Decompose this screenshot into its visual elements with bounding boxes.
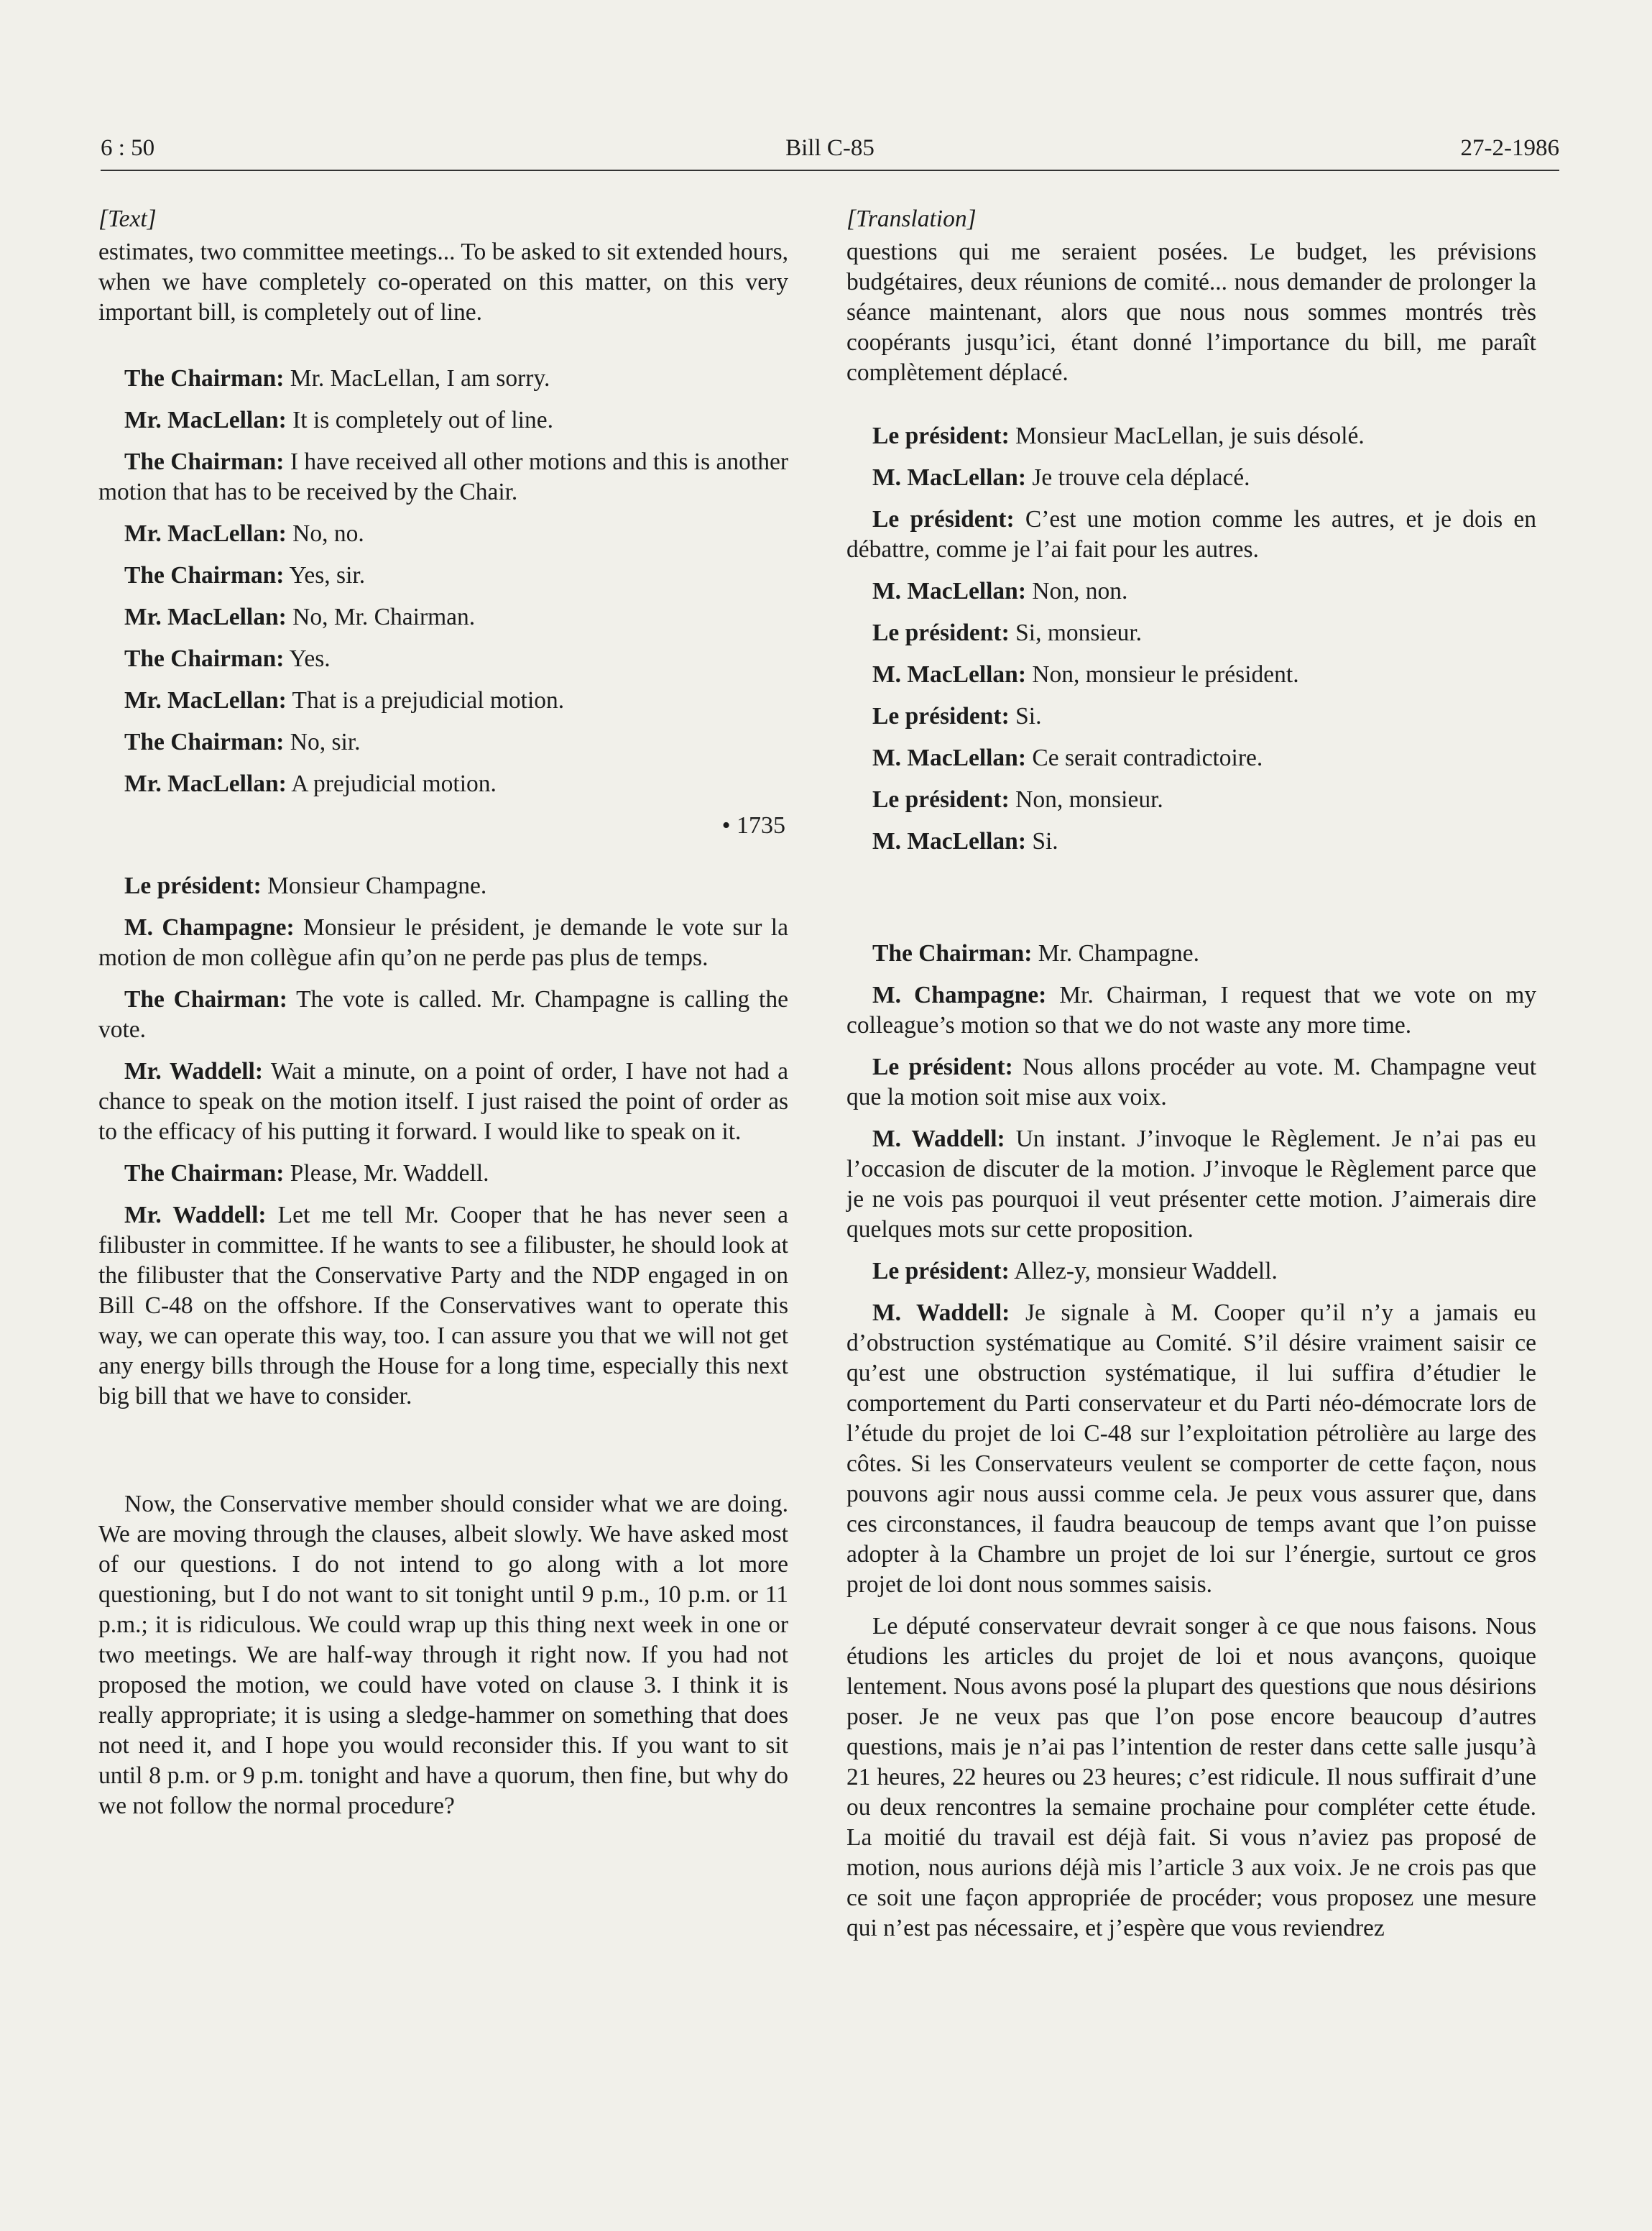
speaker-name: M. Champagne: [124,914,295,941]
speech-text: I have received all other motions and this is another motion that has to be received by the Chair. [98,448,788,505]
speech-paragraph [98,913,788,973]
speech-text: Please, Mr. Waddell. [284,1160,489,1187]
speaker-name: Le président: [872,1054,1013,1080]
page-header [101,129,1559,171]
speaker-name: M. MacLellan: [872,661,1026,688]
speech-paragraph [98,602,788,632]
speech-text: Nous allons procéder au vote. M. Champagne veut que la motion soit mise aux voix. [846,1054,1537,1110]
speech-text: Yes. [284,645,331,672]
speech-text: C’est une motion comme les autres, et je dois en débattre, comme je l’ai fait pour les autres. [846,506,1536,563]
speech-paragraph [98,1159,788,1189]
speaker-name: The Chairman: [124,562,285,589]
speaker-name: The Chairman: [124,448,285,475]
speaker-name: The Chairman: [124,729,285,755]
speech-text: That is a prejudicial motion. [286,687,565,714]
speaker-name: The Chairman: [124,1160,285,1187]
speaker-name: Le président: [872,703,1010,730]
speech-paragraph [98,769,788,799]
speech-paragraph [846,743,1536,773]
closing-paragraph: Le député conservateur devrait songer à ce que nous faisons. Nous étudions les articles du projet de loi et nous avançons, quoique lentement. Nous avons posé la plupart des questions que nous désirions poser. Je ne veux pas que l’on pose encore beaucoup d’autres questions, mais je n’ai pas l’intention de rester dans cette salle jusqu’à 21 heures, 22 heures ou 23 heures; c’est ridicule. Il nous suffirait d’une ou deux rencontres la semaine prochaine pour compléter cette étude. La moitié du travail est déjà fait. Si vous n’aviez pas proposé de motion, nous aurions déjà mis l’article 3 aux voix. Je ne crois pas que ce soit une façon appropriée de procéder; vous proposez une mesure qui n’est pas nécessaire, et j’espère que vous reviendrez [846,1613,1536,1941]
speaker-name: Mr. MacLellan: [124,520,287,547]
speech-text: Wait a minute, on a point of order, I have not had a chance to speak on the motion itself. I just raised the point of order as to the efficacy of his putting it forward. I would like to speak on it. [98,1058,788,1145]
speech-paragraph [846,980,1536,1041]
speech-text: Si. [1025,828,1058,855]
speech-text: Allez-y, monsieur Waddell. [1009,1258,1278,1284]
speech-text: Monsieur MacLellan, je suis désolé. [1009,423,1365,449]
speech-text: The vote is called. Mr. Champagne is calling the vote. [98,986,788,1043]
speech-paragraph [98,1057,788,1147]
speaker-name: M. Champagne: [872,982,1047,1008]
page-reference: 6 : 50 [101,135,155,161]
speech-text: Mr. Champagne. [1032,940,1200,967]
speaker-name: Le président: [872,620,1010,646]
speech-text: Monsieur le président, je demande le vote sur la motion de mon collègue afin qu’on ne perde pas plus de temps. [98,914,788,971]
intro-paragraph: estimates, two committee meetings... To be asked to sit extended hours, when we have completely co-operated on this matter, on this very important bill, is completely out of line. [98,239,788,326]
speech-text: Mr. Chairman, I request that we vote on my colleague’s motion so that we do not waste any more time. [846,982,1536,1039]
speaker-name: M. MacLellan: [872,578,1026,604]
text-tag: [Text] [98,206,157,232]
speech-text: No, no. [286,520,364,547]
speech-paragraph [846,1298,1536,1600]
speech-text: Je signale à M. Cooper qu’il n’y a jamais eu d’obstruction systématique au Comité. S’il désire vraiment saisir ce qu’est une obstruction systématique, il lui suffira d’étudier le comportement du Parti conservateur et du Parti néo-démocrate lors de l’étude du projet de loi C-48 sur l’exploitation pétrolière au large des côtes. Si les Conservateurs veulent se comporter de cette façon, nous pouvons agir nous aussi comme cela. Je peux vous assurer que, dans ces circonstances, il faudra beaucoup de temps avant que l’on puisse adopter à la Chambre un projet de loi sur l’énergie, surtout ce gros projet de loi dont nous sommes saisis. [846,1300,1536,1598]
speech-text: Si, monsieur. [1009,620,1143,646]
speaker-name: Mr. MacLellan: [124,604,287,630]
speech-text: Let me tell Mr. Cooper that he has never seen a filibuster in committee. If he wants to see a filibuster, he should look at the filibuster that the Conservative Party and the NDP engaged in on Bill C-48 on the offshore. If the Conservatives want to operate this way, we can operate this way, too. I can assure you that we will not get any energy bills through the House for a long time, especially this next big bill that we have to consider. [98,1202,788,1409]
speech-paragraph [98,871,788,901]
speaker-name: M. MacLellan: [872,464,1026,491]
english-column [98,204,788,1821]
speech-paragraph [98,1200,788,1412]
speaker-name: Mr. Waddell: [124,1202,267,1228]
speaker-name: Le président: [872,1258,1010,1284]
speech-paragraph [846,463,1536,493]
speech-text: Si. [1009,703,1042,730]
speech-paragraph [846,660,1536,690]
speaker-name: The Chairman: [124,365,285,392]
speech-paragraph [846,1052,1536,1113]
speech-text: Non, monsieur le président. [1025,661,1299,688]
speaker-name: Mr. Waddell: [124,1058,263,1085]
speaker-name: Le président: [124,873,262,899]
speaker-name: Mr. MacLellan: [124,770,287,797]
speech-paragraph [98,364,788,394]
speech-text: Monsieur Champagne. [261,873,487,899]
speech-paragraph [98,644,788,674]
speech-text: Je trouve cela déplacé. [1025,464,1250,491]
speaker-name: The Chairman: [124,986,287,1013]
intro-paragraph: questions qui me seraient posées. Le budget, les prévisions budgétaires, deux réunions de comité... nous demander de prolonger la séance maintenant, alors que nous nous sommes montrés très coopérants jusqu’ici, étant donné l’importance du bill, me paraît complètement déplacé. [846,239,1536,386]
speech-paragraph [98,561,788,591]
speaker-name: The Chairman: [124,645,285,672]
speech-paragraph [98,727,788,758]
speaker-name: Le président: [872,506,1015,533]
speaker-name: The Chairman: [872,940,1033,967]
speech-paragraph [98,447,788,507]
speech-paragraph [846,702,1536,732]
bill-title: Bill C-85 [785,135,875,161]
speaker-name: Mr. MacLellan: [124,687,287,714]
speech-text: Non, monsieur. [1009,786,1163,813]
speaker-name: Le président: [872,423,1010,449]
speech-text: No, Mr. Chairman. [286,604,476,630]
speech-paragraph [846,939,1536,969]
speech-text: No, sir. [284,729,361,755]
speech-paragraph [846,421,1536,451]
speech-paragraph [98,405,788,436]
speaker-name: M. MacLellan: [872,828,1026,855]
speech-text: Mr. MacLellan, I am sorry. [284,365,550,392]
speech-text: Un instant. J’invoque le Règlement. Je n’ai pas eu l’occasion de discuter de la motion. J’invoque le Règlement parce que je ne vois pas pourquoi il veut présenter cette motion. J’aimerais dire quelques mots sur cette proposition. [846,1126,1536,1243]
speech-paragraph [846,785,1536,815]
time-marker: • 1735 [721,812,785,839]
translation-tag: [Translation] [846,206,977,232]
speech-text: Yes, sir. [284,562,366,589]
speech-text: A prejudicial motion. [286,770,497,797]
speech-paragraph [98,985,788,1045]
speaker-name: Le président: [872,786,1010,813]
speech-paragraph [846,505,1536,565]
speech-paragraph [98,519,788,549]
speech-paragraph [846,1124,1536,1245]
speech-paragraph [846,827,1536,857]
speaker-name: Mr. MacLellan: [124,407,287,433]
french-column [846,204,1536,1944]
header-date: 27-2-1986 [1460,135,1559,161]
speech-paragraph [846,618,1536,648]
speaker-name: M. Waddell: [872,1126,1005,1152]
speaker-name: M. MacLellan: [872,745,1026,771]
speech-paragraph [846,576,1536,607]
speech-text: It is completely out of line. [286,407,553,433]
speech-text: Ce serait contradictoire. [1025,745,1263,771]
speech-text: Non, non. [1025,578,1128,604]
closing-paragraph: Now, the Conservative member should consider what we are doing. We are moving through the clauses, albeit slowly. We have asked most of our questions. I do not intend to go along with a lot more questioning, but I do not want to sit tonight until 9 p.m., 10 p.m. or 11 p.m.; it is ridiculous. We could wrap up this thing next week in one or two meetings. We are half-way through it right now. If you had not proposed the motion, we could have voted on clause 3. I think it is really appropriate; it is using a sledge-hammer on something that does not need it, and I hope you would reconsider this. If you want to sit until 8 p.m. or 9 p.m. tonight and have a quorum, then fine, but why do we not follow the normal procedure? [98,1491,788,1819]
speaker-name: M. Waddell: [872,1300,1010,1326]
speech-paragraph [98,686,788,716]
speech-paragraph [846,1256,1536,1287]
